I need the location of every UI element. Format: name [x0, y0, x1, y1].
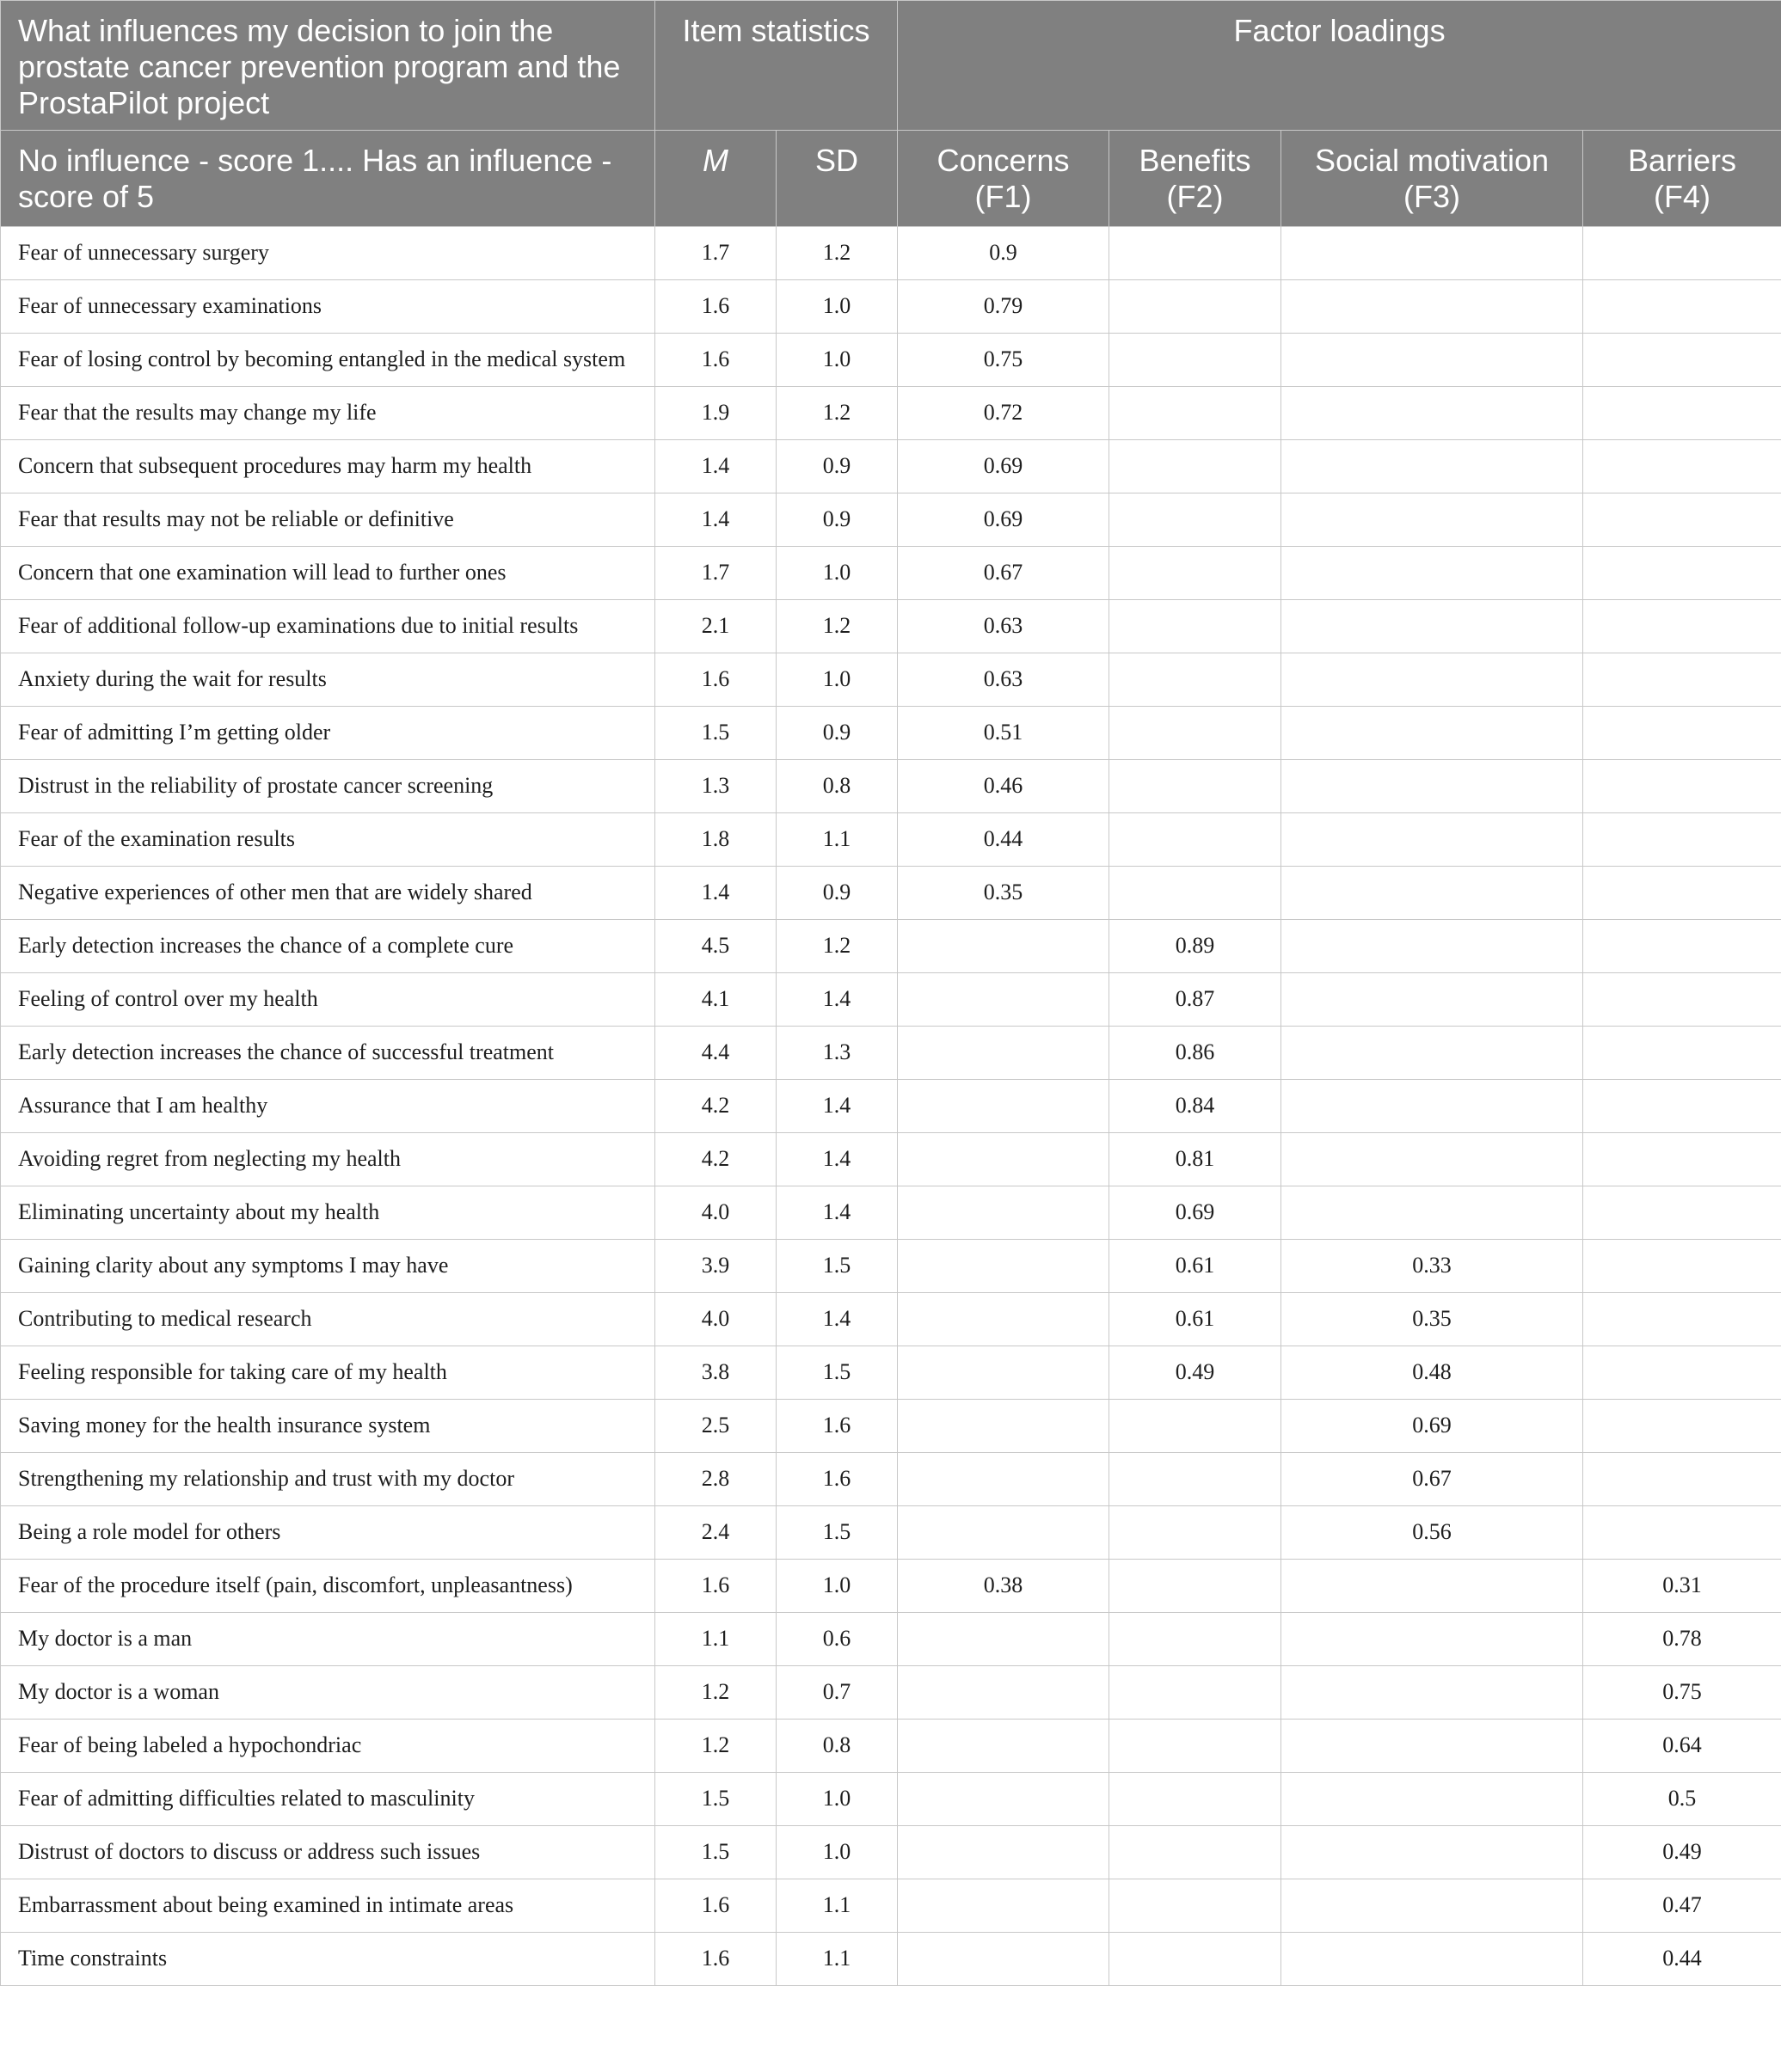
sd-cell: 0.9: [777, 440, 898, 493]
sd-cell: 1.5: [777, 1506, 898, 1560]
benefits-cell: 0.81: [1109, 1133, 1281, 1186]
concerns-header: Concerns (F1): [898, 131, 1109, 227]
mean-cell: 1.6: [655, 1879, 777, 1933]
concerns-cell: [898, 1186, 1109, 1240]
benefits-cell: [1109, 1879, 1281, 1933]
table-header: [1, 1, 1781, 227]
social-motivation-cell: [1281, 1720, 1583, 1773]
social-motivation-cell: 0.35: [1281, 1293, 1583, 1346]
factor-loadings-header: Factor loadings: [898, 1, 1781, 131]
barriers-cell: [1583, 280, 1781, 334]
table-row: [1, 1186, 1781, 1240]
social-motivation-cell: [1281, 1080, 1583, 1133]
social-motivation-cell: [1281, 227, 1583, 280]
concerns-cell: [898, 1133, 1109, 1186]
sd-cell: 1.4: [777, 1080, 898, 1133]
table-row: [1, 1613, 1781, 1666]
table-row: [1, 1133, 1781, 1186]
concerns-cell: [898, 1720, 1109, 1773]
item-cell: Fear of unnecessary examinations: [1, 280, 655, 334]
table-row: [1, 707, 1781, 760]
concerns-cell: 0.9: [898, 227, 1109, 280]
benefits-cell: [1109, 1453, 1281, 1506]
mean-cell: 1.4: [655, 867, 777, 920]
social-motivation-cell: [1281, 1879, 1583, 1933]
mean-cell: 4.0: [655, 1186, 777, 1240]
sd-cell: 1.4: [777, 1293, 898, 1346]
social-motivation-cell: 0.69: [1281, 1400, 1583, 1453]
table-row: [1, 920, 1781, 973]
barriers-cell: [1583, 653, 1781, 707]
barriers-cell: [1583, 813, 1781, 867]
mean-cell: 4.0: [655, 1293, 777, 1346]
sd-header: SD: [777, 131, 898, 227]
social-motivation-cell: [1281, 1027, 1583, 1080]
table-row: [1, 1826, 1781, 1879]
item-cell: My doctor is a man: [1, 1613, 655, 1666]
barriers-cell: [1583, 1453, 1781, 1506]
concerns-cell: [898, 1933, 1109, 1986]
sd-cell: 1.1: [777, 813, 898, 867]
concerns-cell: [898, 1613, 1109, 1666]
benefits-cell: [1109, 1560, 1281, 1613]
item-cell: Anxiety during the wait for results: [1, 653, 655, 707]
social-motivation-cell: 0.48: [1281, 1346, 1583, 1400]
item-cell: Fear of admitting difficulties related to masculinity: [1, 1773, 655, 1826]
social-motivation-cell: [1281, 920, 1583, 973]
benefits-cell: [1109, 813, 1281, 867]
social-motivation-cell: [1281, 1186, 1583, 1240]
sd-cell: 0.8: [777, 760, 898, 813]
table-row: [1, 1506, 1781, 1560]
item-cell: Embarrassment about being examined in intimate areas: [1, 1879, 655, 1933]
mean-cell: 1.6: [655, 334, 777, 387]
sd-cell: 1.2: [777, 387, 898, 440]
barriers-cell: [1583, 920, 1781, 973]
table-row: [1, 1560, 1781, 1613]
item-cell: Avoiding regret from neglecting my health: [1, 1133, 655, 1186]
item-cell: Fear of unnecessary surgery: [1, 227, 655, 280]
barriers-cell: [1583, 1240, 1781, 1293]
sd-cell: 1.6: [777, 1453, 898, 1506]
table-row: [1, 387, 1781, 440]
social-motivation-cell: [1281, 707, 1583, 760]
mean-cell: 4.2: [655, 1133, 777, 1186]
table-row: [1, 1027, 1781, 1080]
mean-cell: 1.6: [655, 1933, 777, 1986]
table-row: [1, 440, 1781, 493]
sd-cell: 0.6: [777, 1613, 898, 1666]
concerns-cell: [898, 1293, 1109, 1346]
table-row: [1, 1240, 1781, 1293]
concerns-cell: [898, 1506, 1109, 1560]
barriers-cell: [1583, 387, 1781, 440]
barriers-header: Barriers (F4): [1583, 131, 1781, 227]
question-header: What influences my decision to join the prostate cancer prevention program and the ProstaPilot project: [1, 1, 655, 131]
barriers-cell: 0.49: [1583, 1826, 1781, 1879]
table-row: [1, 334, 1781, 387]
barriers-cell: 0.31: [1583, 1560, 1781, 1613]
sd-cell: 0.9: [777, 707, 898, 760]
barriers-cell: [1583, 493, 1781, 547]
benefits-cell: [1109, 227, 1281, 280]
social-motivation-cell: [1281, 1773, 1583, 1826]
social-motivation-cell: [1281, 547, 1583, 600]
concerns-cell: [898, 1879, 1109, 1933]
benefits-cell: [1109, 760, 1281, 813]
benefits-cell: [1109, 280, 1281, 334]
benefits-cell: [1109, 440, 1281, 493]
mean-cell: 4.5: [655, 920, 777, 973]
barriers-cell: [1583, 973, 1781, 1027]
sd-cell: 1.4: [777, 1133, 898, 1186]
mean-cell: 1.4: [655, 493, 777, 547]
social-motivation-cell: [1281, 334, 1583, 387]
sd-cell: 0.8: [777, 1720, 898, 1773]
barriers-cell: 0.64: [1583, 1720, 1781, 1773]
item-cell: Feeling responsible for taking care of my health: [1, 1346, 655, 1400]
item-cell: Fear of the procedure itself (pain, discomfort, unpleasantness): [1, 1560, 655, 1613]
concerns-cell: 0.44: [898, 813, 1109, 867]
concerns-cell: [898, 1027, 1109, 1080]
mean-cell: 1.2: [655, 1720, 777, 1773]
sd-cell: 1.2: [777, 920, 898, 973]
table-row: [1, 1773, 1781, 1826]
mean-cell: 3.8: [655, 1346, 777, 1400]
sd-cell: 1.3: [777, 1027, 898, 1080]
concerns-cell: 0.38: [898, 1560, 1109, 1613]
item-cell: Fear that results may not be reliable or definitive: [1, 493, 655, 547]
item-cell: Fear that the results may change my life: [1, 387, 655, 440]
social-motivation-cell: [1281, 760, 1583, 813]
sd-cell: 1.4: [777, 973, 898, 1027]
social-motivation-cell: [1281, 1933, 1583, 1986]
benefits-cell: [1109, 547, 1281, 600]
concerns-cell: [898, 1453, 1109, 1506]
social-motivation-cell: [1281, 600, 1583, 653]
benefits-cell: [1109, 387, 1281, 440]
barriers-cell: 0.47: [1583, 1879, 1781, 1933]
mean-cell: 1.3: [655, 760, 777, 813]
benefits-cell: [1109, 600, 1281, 653]
table-row: [1, 1346, 1781, 1400]
social-motivation-cell: 0.67: [1281, 1453, 1583, 1506]
social-motivation-cell: 0.33: [1281, 1240, 1583, 1293]
benefits-header: Benefits (F2): [1109, 131, 1281, 227]
mean-cell: 1.6: [655, 653, 777, 707]
benefits-cell: 0.61: [1109, 1293, 1281, 1346]
concerns-cell: 0.69: [898, 493, 1109, 547]
sd-cell: 0.7: [777, 1666, 898, 1720]
item-cell: Strengthening my relationship and trust with my doctor: [1, 1453, 655, 1506]
sd-cell: 1.1: [777, 1879, 898, 1933]
item-cell: Fear of the examination results: [1, 813, 655, 867]
social-motivation-cell: [1281, 440, 1583, 493]
mean-cell: 1.7: [655, 547, 777, 600]
sd-cell: 1.2: [777, 600, 898, 653]
social-motivation-cell: [1281, 1826, 1583, 1879]
header-row-2: [1, 131, 1781, 227]
benefits-cell: [1109, 1826, 1281, 1879]
sd-cell: 1.0: [777, 1826, 898, 1879]
table-row: [1, 227, 1781, 280]
concerns-cell: [898, 973, 1109, 1027]
benefits-cell: [1109, 707, 1281, 760]
item-cell: Fear of additional follow-up examinations due to initial results: [1, 600, 655, 653]
social-motivation-cell: [1281, 1560, 1583, 1613]
table-row: [1, 1453, 1781, 1506]
barriers-cell: [1583, 600, 1781, 653]
benefits-cell: [1109, 1933, 1281, 1986]
table-row: [1, 1400, 1781, 1453]
benefits-cell: 0.69: [1109, 1186, 1281, 1240]
sd-cell: 0.9: [777, 867, 898, 920]
sd-cell: 1.1: [777, 1933, 898, 1986]
barriers-cell: [1583, 1293, 1781, 1346]
concerns-cell: [898, 1240, 1109, 1293]
social-motivation-cell: [1281, 493, 1583, 547]
sd-cell: 1.0: [777, 280, 898, 334]
concerns-cell: 0.35: [898, 867, 1109, 920]
item-cell: Concern that subsequent procedures may harm my health: [1, 440, 655, 493]
benefits-cell: [1109, 1400, 1281, 1453]
social-motivation-cell: [1281, 1666, 1583, 1720]
barriers-cell: 0.75: [1583, 1666, 1781, 1720]
mean-cell: 4.2: [655, 1080, 777, 1133]
table-row: [1, 1879, 1781, 1933]
barriers-cell: [1583, 1133, 1781, 1186]
item-cell: Feeling of control over my health: [1, 973, 655, 1027]
mean-cell: 1.4: [655, 440, 777, 493]
social-motivation-cell: [1281, 1613, 1583, 1666]
sd-cell: 1.5: [777, 1346, 898, 1400]
mean-cell: 1.2: [655, 1666, 777, 1720]
mean-cell: 1.5: [655, 1773, 777, 1826]
barriers-cell: [1583, 1400, 1781, 1453]
item-cell: Fear of admitting I’m getting older: [1, 707, 655, 760]
social-motivation-cell: [1281, 280, 1583, 334]
table-row: [1, 653, 1781, 707]
benefits-cell: [1109, 1720, 1281, 1773]
item-cell: My doctor is a woman: [1, 1666, 655, 1720]
concerns-cell: 0.67: [898, 547, 1109, 600]
barriers-cell: [1583, 1027, 1781, 1080]
item-cell: Saving money for the health insurance system: [1, 1400, 655, 1453]
benefits-cell: [1109, 493, 1281, 547]
barriers-cell: [1583, 1506, 1781, 1560]
barriers-cell: [1583, 227, 1781, 280]
social-motivation-cell: [1281, 1133, 1583, 1186]
social-motivation-cell: [1281, 653, 1583, 707]
barriers-cell: [1583, 760, 1781, 813]
concerns-cell: [898, 1346, 1109, 1400]
benefits-cell: 0.61: [1109, 1240, 1281, 1293]
benefits-cell: 0.87: [1109, 973, 1281, 1027]
concerns-cell: 0.72: [898, 387, 1109, 440]
mean-cell: 1.1: [655, 1613, 777, 1666]
item-cell: Being a role model for others: [1, 1506, 655, 1560]
table-row: [1, 973, 1781, 1027]
barriers-cell: [1583, 1346, 1781, 1400]
social-motivation-cell: [1281, 867, 1583, 920]
benefits-cell: [1109, 1506, 1281, 1560]
item-statistics-header: Item statistics: [655, 1, 898, 131]
barriers-cell: [1583, 1186, 1781, 1240]
social-motivation-header: Social motivation (F3): [1281, 131, 1583, 227]
sd-cell: 1.2: [777, 227, 898, 280]
concerns-cell: 0.63: [898, 653, 1109, 707]
barriers-cell: 0.78: [1583, 1613, 1781, 1666]
social-motivation-cell: [1281, 813, 1583, 867]
concerns-cell: 0.79: [898, 280, 1109, 334]
social-motivation-cell: 0.56: [1281, 1506, 1583, 1560]
barriers-cell: [1583, 867, 1781, 920]
mean-cell: 1.5: [655, 1826, 777, 1879]
benefits-cell: 0.84: [1109, 1080, 1281, 1133]
item-cell: Contributing to medical research: [1, 1293, 655, 1346]
benefits-cell: [1109, 1773, 1281, 1826]
sd-cell: 1.5: [777, 1240, 898, 1293]
mean-cell: 1.6: [655, 1560, 777, 1613]
scale-header: No influence - score 1.... Has an influence - score of 5: [1, 131, 655, 227]
barriers-cell: [1583, 707, 1781, 760]
mean-cell: 1.7: [655, 227, 777, 280]
barriers-cell: 0.5: [1583, 1773, 1781, 1826]
sd-cell: 1.6: [777, 1400, 898, 1453]
item-cell: Early detection increases the chance of successful treatment: [1, 1027, 655, 1080]
benefits-cell: [1109, 1613, 1281, 1666]
benefits-cell: 0.86: [1109, 1027, 1281, 1080]
item-cell: Fear of losing control by becoming entangled in the medical system: [1, 334, 655, 387]
mean-cell: 4.4: [655, 1027, 777, 1080]
barriers-cell: [1583, 334, 1781, 387]
mean-cell: 2.1: [655, 600, 777, 653]
mean-cell: 4.1: [655, 973, 777, 1027]
table-row: [1, 1933, 1781, 1986]
item-cell: Distrust in the reliability of prostate cancer screening: [1, 760, 655, 813]
mean-cell: 1.6: [655, 280, 777, 334]
concerns-cell: 0.69: [898, 440, 1109, 493]
mean-cell: 1.5: [655, 707, 777, 760]
concerns-cell: 0.63: [898, 600, 1109, 653]
table-row: [1, 493, 1781, 547]
mean-cell: 2.8: [655, 1453, 777, 1506]
benefits-cell: [1109, 1666, 1281, 1720]
item-cell: Negative experiences of other men that are widely shared: [1, 867, 655, 920]
item-cell: Gaining clarity about any symptoms I may have: [1, 1240, 655, 1293]
concerns-cell: [898, 920, 1109, 973]
table-row: [1, 600, 1781, 653]
table-row: [1, 1720, 1781, 1773]
concerns-cell: [898, 1773, 1109, 1826]
sd-cell: 1.4: [777, 1186, 898, 1240]
social-motivation-cell: [1281, 973, 1583, 1027]
concerns-cell: [898, 1400, 1109, 1453]
concerns-cell: [898, 1080, 1109, 1133]
barriers-cell: [1583, 1080, 1781, 1133]
concerns-cell: [898, 1826, 1109, 1879]
table-row: [1, 813, 1781, 867]
benefits-cell: 0.49: [1109, 1346, 1281, 1400]
benefits-cell: [1109, 653, 1281, 707]
sd-cell: 1.0: [777, 1560, 898, 1613]
mean-cell: 1.9: [655, 387, 777, 440]
mean-cell: 2.5: [655, 1400, 777, 1453]
barriers-cell: [1583, 547, 1781, 600]
concerns-cell: 0.46: [898, 760, 1109, 813]
table-row: [1, 280, 1781, 334]
mean-cell: 2.4: [655, 1506, 777, 1560]
table-body: [1, 227, 1781, 1986]
item-cell: Time constraints: [1, 1933, 655, 1986]
sd-cell: 1.0: [777, 653, 898, 707]
benefits-cell: [1109, 867, 1281, 920]
sd-cell: 1.0: [777, 547, 898, 600]
benefits-cell: [1109, 334, 1281, 387]
item-cell: Distrust of doctors to discuss or address such issues: [1, 1826, 655, 1879]
concerns-cell: 0.51: [898, 707, 1109, 760]
social-motivation-cell: [1281, 387, 1583, 440]
table-row: [1, 867, 1781, 920]
barriers-cell: 0.44: [1583, 1933, 1781, 1986]
item-cell: Concern that one examination will lead to further ones: [1, 547, 655, 600]
item-cell: Fear of being labeled a hypochondriac: [1, 1720, 655, 1773]
mean-cell: 3.9: [655, 1240, 777, 1293]
concerns-cell: 0.75: [898, 334, 1109, 387]
header-row-1: [1, 1, 1781, 131]
table-row: [1, 1080, 1781, 1133]
item-cell: Assurance that I am healthy: [1, 1080, 655, 1133]
table-row: [1, 1666, 1781, 1720]
sd-cell: 1.0: [777, 1773, 898, 1826]
mean-header: M: [655, 131, 777, 227]
barriers-cell: [1583, 440, 1781, 493]
benefits-cell: 0.89: [1109, 920, 1281, 973]
table-row: [1, 547, 1781, 600]
item-cell: Eliminating uncertainty about my health: [1, 1186, 655, 1240]
table-row: [1, 760, 1781, 813]
table-row: [1, 1293, 1781, 1346]
sd-cell: 0.9: [777, 493, 898, 547]
mean-cell: 1.8: [655, 813, 777, 867]
concerns-cell: [898, 1666, 1109, 1720]
item-cell: Early detection increases the chance of a complete cure: [1, 920, 655, 973]
sd-cell: 1.0: [777, 334, 898, 387]
